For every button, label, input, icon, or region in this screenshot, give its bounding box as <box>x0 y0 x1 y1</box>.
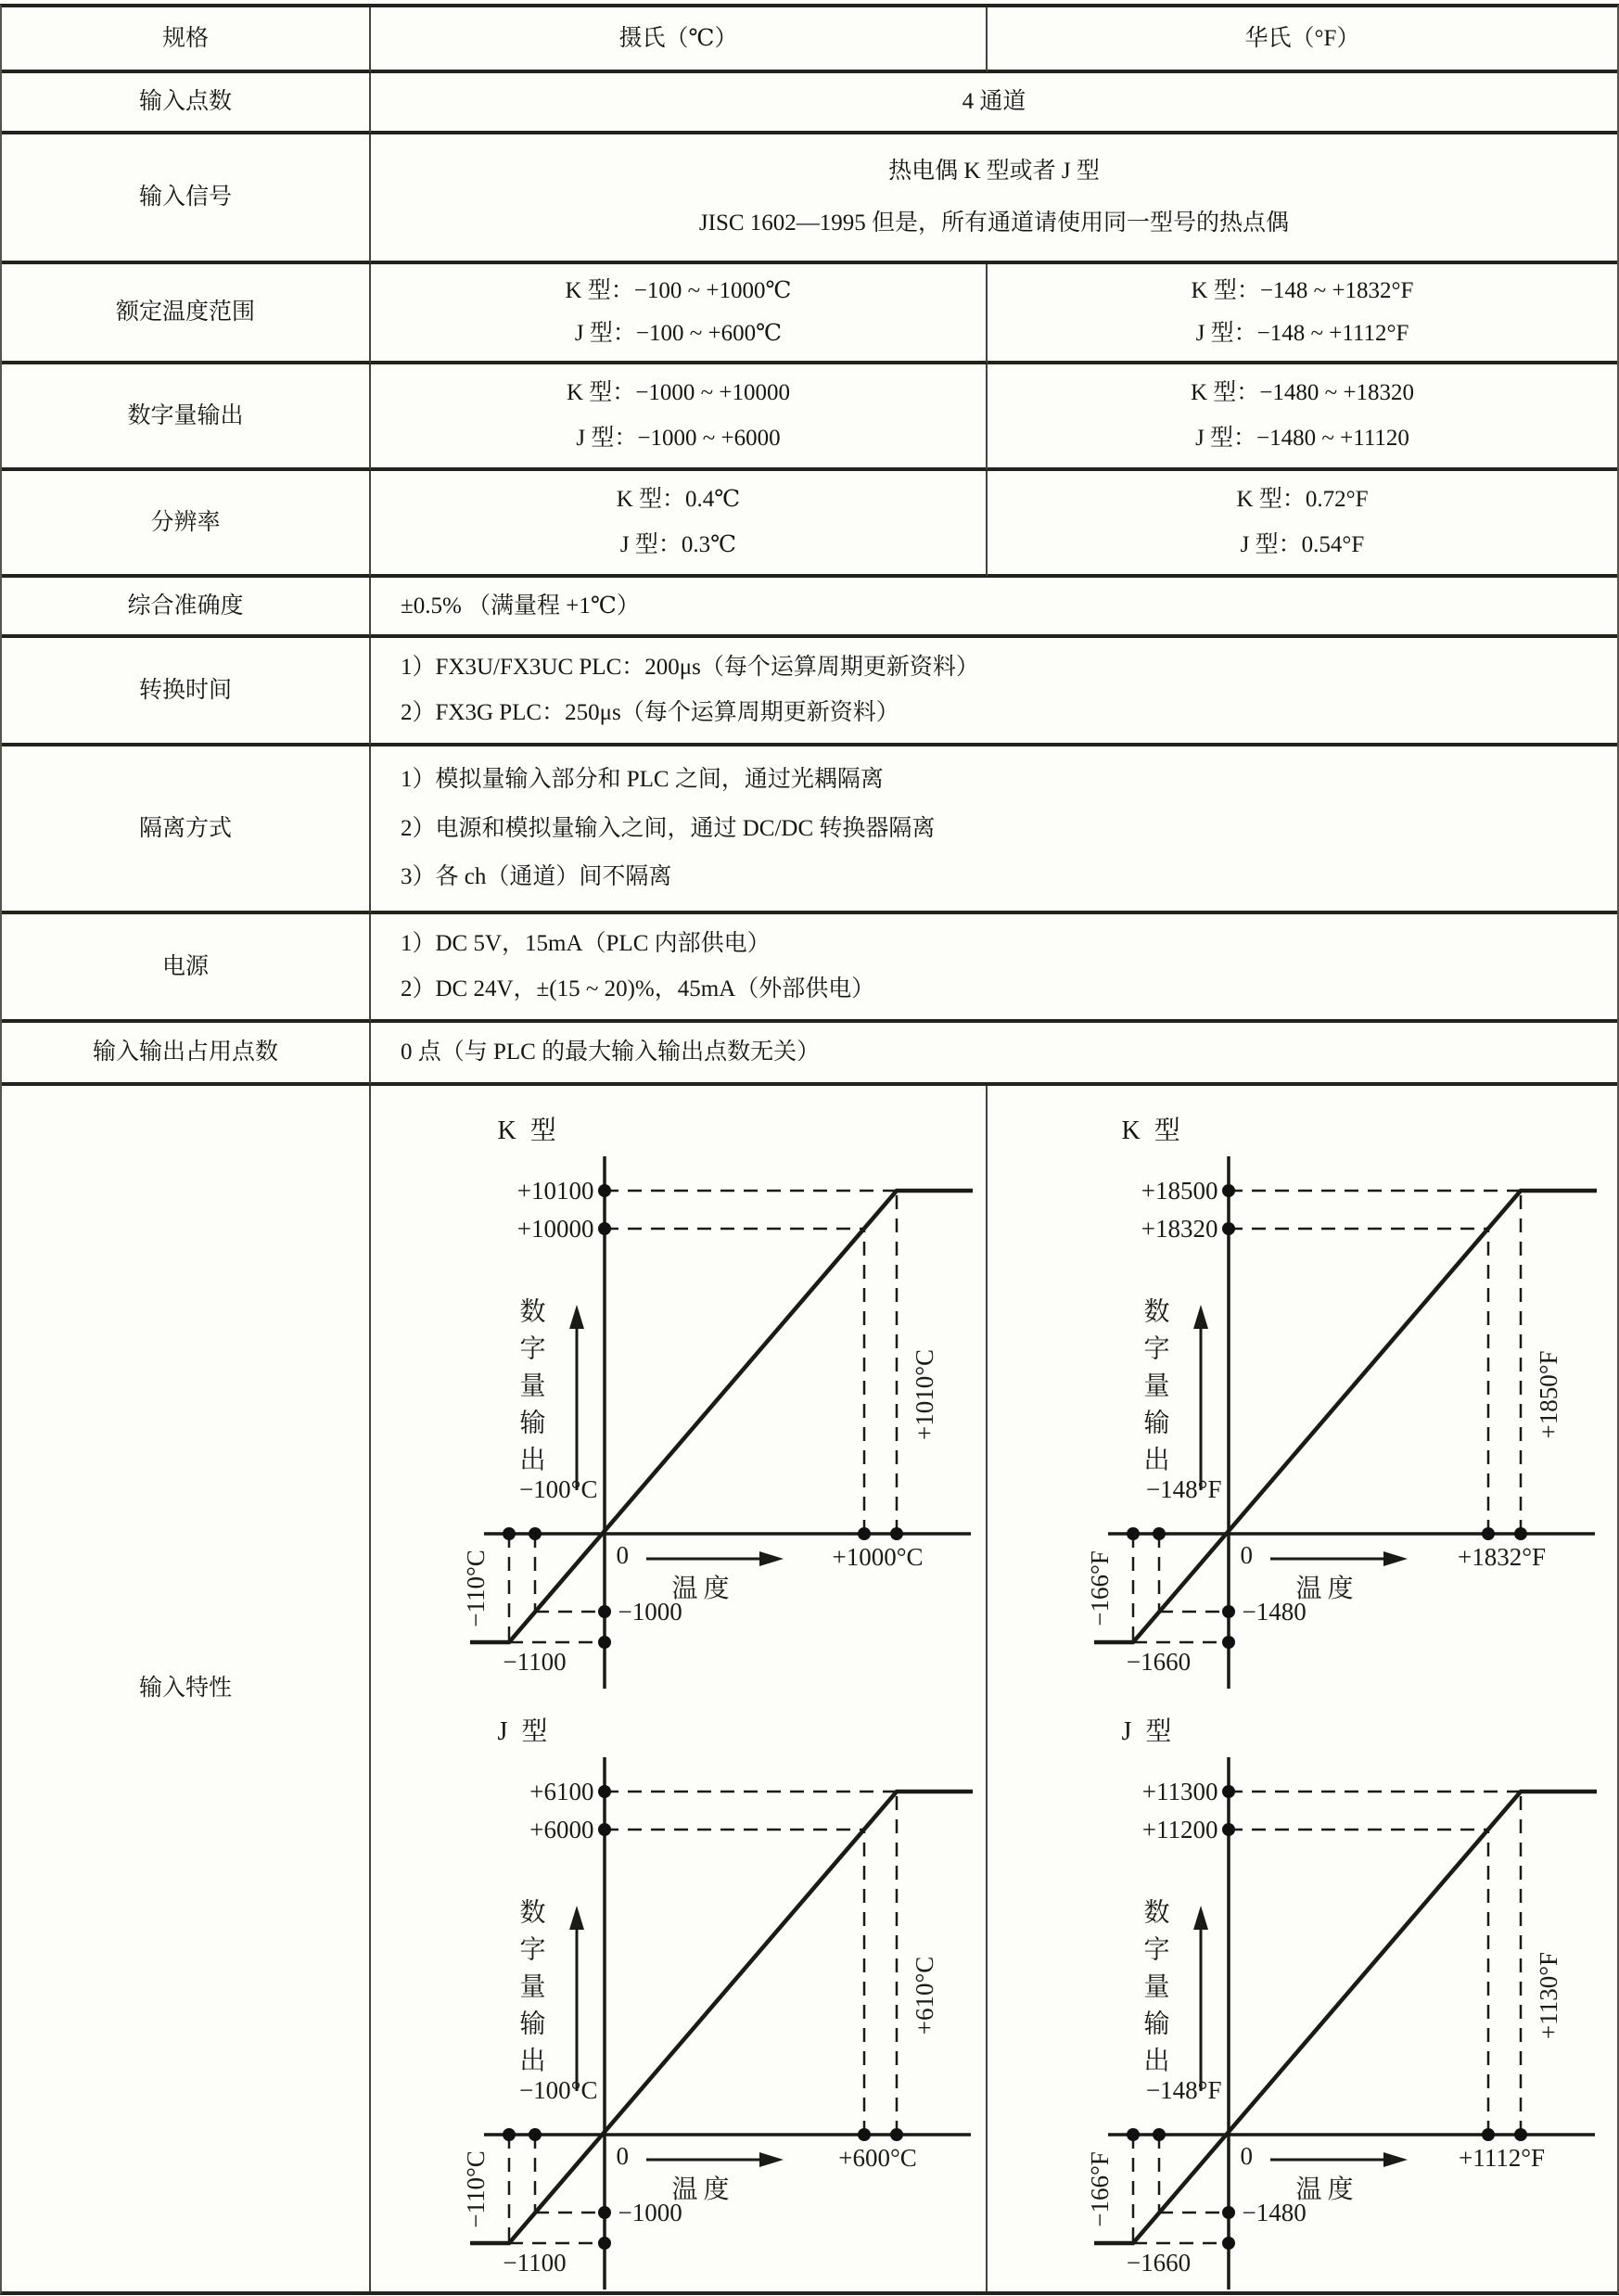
range-k-celsius: K 型：−100 ~ +1000℃ <box>565 278 792 303</box>
y-axis-title: 数字量输出 <box>1140 1898 1169 2084</box>
header-spec-label: 规格 <box>161 25 209 51</box>
x-label-upper-limit: +1130°F <box>1534 1951 1562 2040</box>
graph-title: J 型 <box>1121 1717 1176 1746</box>
digital-output-fahrenheit <box>988 364 1617 471</box>
output-j-fahrenheit: J 型：−1480 ~ +11120 <box>1195 425 1409 451</box>
row-label-digital-output <box>2 364 371 471</box>
input-signal-line2: JISC 1602—1995 但是，所有通道请使用同一型号的热点偶 <box>698 210 1290 236</box>
x-label-rated-min: −148°F <box>1145 2076 1222 2104</box>
y-label-rated-max: +6000 <box>529 1816 594 1843</box>
origin-label: 0 <box>616 2142 629 2170</box>
power-line2: 2）DC 24V，±(15 ~ 20)%，45mA（外部供电） <box>401 976 875 1001</box>
row-label-rated-temp-range <box>2 264 371 364</box>
origin-label: 0 <box>1240 1541 1253 1569</box>
output-k-celsius: K 型：−1000 ~ +10000 <box>566 380 791 406</box>
row-label-isolation <box>2 746 371 914</box>
x-axis-title: 温度 <box>671 1575 735 1603</box>
isolation-line3: 3）各 ch（通道）间不隔离 <box>401 864 672 890</box>
power-line1: 1）DC 5V，15mA（PLC 内部供电） <box>401 931 771 956</box>
resolution-k-celsius: K 型：0.4℃ <box>616 487 741 513</box>
label-text: 数字量输出 <box>127 402 244 428</box>
x-axis-title: 温度 <box>671 2175 735 2204</box>
header-celsius-label: 摄氏（℃） <box>618 25 738 51</box>
x-label-lower-limit: −166°F <box>1085 1550 1114 1626</box>
y-axis-title: 数字量输出 <box>516 1297 545 1483</box>
label-text: 电源 <box>161 953 209 979</box>
label-text: 输入特性 <box>138 1676 232 1701</box>
y-label-upper-limit: +18500 <box>1141 1177 1218 1205</box>
x-label-rated-max: +1112°F <box>1458 2144 1546 2172</box>
resolution-fahrenheit <box>988 471 1617 578</box>
row-label-conversion-time <box>2 638 371 746</box>
output-j-celsius: J 型：−1000 ~ +6000 <box>576 425 781 451</box>
x-label-rated-min: −100°C <box>518 1475 598 1503</box>
input-signal-line1: 热电偶 K 型或者 J 型 <box>888 158 1100 184</box>
label-text: 输入点数 <box>138 89 232 114</box>
label-text: 分辨率 <box>150 509 221 535</box>
isolation-line1: 1）模拟量输入部分和 PLC 之间，通过光耦隔离 <box>401 766 884 792</box>
label-text: 综合准确度 <box>127 593 244 619</box>
row-label-accuracy <box>2 578 371 638</box>
row-label-power <box>2 914 371 1023</box>
range-j-celsius: J 型：−100 ~ +600℃ <box>574 321 783 346</box>
x-label-rated-max: +600°C <box>838 2144 917 2172</box>
value-accuracy <box>371 578 1617 638</box>
resolution-k-fahrenheit: K 型：0.72°F <box>1236 487 1369 513</box>
header-fahrenheit-cell <box>988 7 1617 73</box>
label-text: 转换时间 <box>138 677 232 703</box>
range-j-fahrenheit: J 型：−148 ~ +1112°F <box>1195 321 1409 346</box>
value-power <box>371 914 1617 1023</box>
y-label-upper-limit: +10100 <box>516 1177 594 1205</box>
charts-celsius-cell <box>371 1086 988 2291</box>
origin-label: 0 <box>1240 2142 1253 2170</box>
value-conversion-time <box>371 638 1617 746</box>
conversion-time-line1: 1）FX3U/FX3UC PLC：200μs（每个运算周期更新资料） <box>401 655 979 680</box>
y-label-upper-limit: +6100 <box>529 1778 594 1805</box>
value-io-points <box>371 1023 1617 1086</box>
digital-output-celsius <box>371 364 988 471</box>
y-label-rated-max: +11200 <box>1141 1816 1218 1843</box>
value-input-signal <box>371 134 1617 264</box>
graph-j-type-celsius <box>377 1694 980 2291</box>
x-label-upper-limit: +1850°F <box>1534 1350 1562 1439</box>
y-label-upper-limit: +11300 <box>1141 1778 1218 1805</box>
x-label-rated-min: −100°C <box>518 2076 598 2104</box>
row-label-resolution <box>2 471 371 578</box>
header-spec-cell <box>2 7 371 73</box>
origin-label: 0 <box>616 1541 629 1569</box>
y-label-rated-min: −1000 <box>618 2199 682 2226</box>
y-label-lower-limit: −1100 <box>503 2249 567 2277</box>
conversion-time-line2: 2）FX3G PLC：250μs（每个运算周期更新资料） <box>401 700 899 725</box>
y-label-lower-limit: −1660 <box>1126 2249 1192 2277</box>
label-text: 输入信号 <box>138 185 232 210</box>
graph-k-type-fahrenheit <box>1001 1093 1604 1694</box>
value-input-points <box>371 73 1617 134</box>
x-label-lower-limit: −110°C <box>461 2150 490 2228</box>
graph-title: J 型 <box>497 1717 552 1746</box>
y-label-rated-max: +10000 <box>516 1215 594 1243</box>
y-axis-title: 数字量输出 <box>1140 1297 1169 1483</box>
range-k-fahrenheit: K 型：−148 ~ +1832°F <box>1191 278 1414 303</box>
resolution-j-celsius: J 型：0.3℃ <box>619 531 737 557</box>
resolution-celsius <box>371 471 988 578</box>
value-isolation <box>371 746 1617 914</box>
row-label-input-points <box>2 73 371 134</box>
x-label-upper-limit: +610°C <box>910 1956 938 2035</box>
rated-temp-range-fahrenheit <box>988 264 1617 364</box>
header-fahrenheit-label: 华氏（°F） <box>1244 25 1360 51</box>
resolution-j-fahrenheit: J 型：0.54°F <box>1240 531 1365 557</box>
rated-temp-range-celsius <box>371 264 988 364</box>
row-label-input-signal <box>2 134 371 264</box>
y-axis-title: 数字量输出 <box>516 1898 545 2084</box>
label-text: 额定温度范围 <box>115 300 255 325</box>
isolation-line2: 2）电源和模拟量输入之间，通过 DC/DC 转换器隔离 <box>401 815 936 841</box>
y-label-rated-min: −1480 <box>1242 2199 1307 2226</box>
x-label-upper-limit: +1010°C <box>910 1348 938 1441</box>
x-label-rated-max: +1832°F <box>1457 1543 1547 1571</box>
row-label-input-characteristics <box>2 1086 371 2291</box>
graph-title: K 型 <box>497 1116 560 1145</box>
y-label-rated-min: −1480 <box>1242 1598 1307 1626</box>
spec-table <box>0 4 1619 2295</box>
x-label-lower-limit: −166°F <box>1085 2151 1114 2227</box>
x-label-rated-min: −148°F <box>1145 1475 1222 1503</box>
charts-fahrenheit-cell <box>988 1086 1617 2291</box>
output-k-fahrenheit: K 型：−1480 ~ +18320 <box>1190 380 1415 406</box>
label-text: 输入输出占用点数 <box>92 1040 278 1065</box>
graph-title: K 型 <box>1121 1116 1184 1145</box>
io-points-text: 0 点（与 PLC 的最大输入输出点数无关） <box>401 1040 821 1065</box>
graph-k-type-celsius <box>377 1093 980 1694</box>
header-celsius-cell <box>371 7 988 73</box>
row-label-io-points <box>2 1023 371 1086</box>
x-label-rated-max: +1000°C <box>832 1543 924 1571</box>
y-label-lower-limit: −1660 <box>1126 1648 1192 1676</box>
value-text: 4 通道 <box>962 89 1026 114</box>
y-label-rated-min: −1000 <box>618 1598 682 1626</box>
label-text: 隔离方式 <box>138 815 232 841</box>
y-label-lower-limit: −1100 <box>503 1648 567 1676</box>
y-label-rated-max: +18320 <box>1141 1215 1218 1243</box>
graph-j-type-fahrenheit <box>1001 1694 1604 2291</box>
x-axis-title: 温度 <box>1295 1575 1359 1603</box>
accuracy-text: ±0.5% （满量程 +1℃） <box>401 593 640 619</box>
x-axis-title: 温度 <box>1295 2175 1359 2204</box>
x-label-lower-limit: −110°C <box>461 1550 490 1627</box>
